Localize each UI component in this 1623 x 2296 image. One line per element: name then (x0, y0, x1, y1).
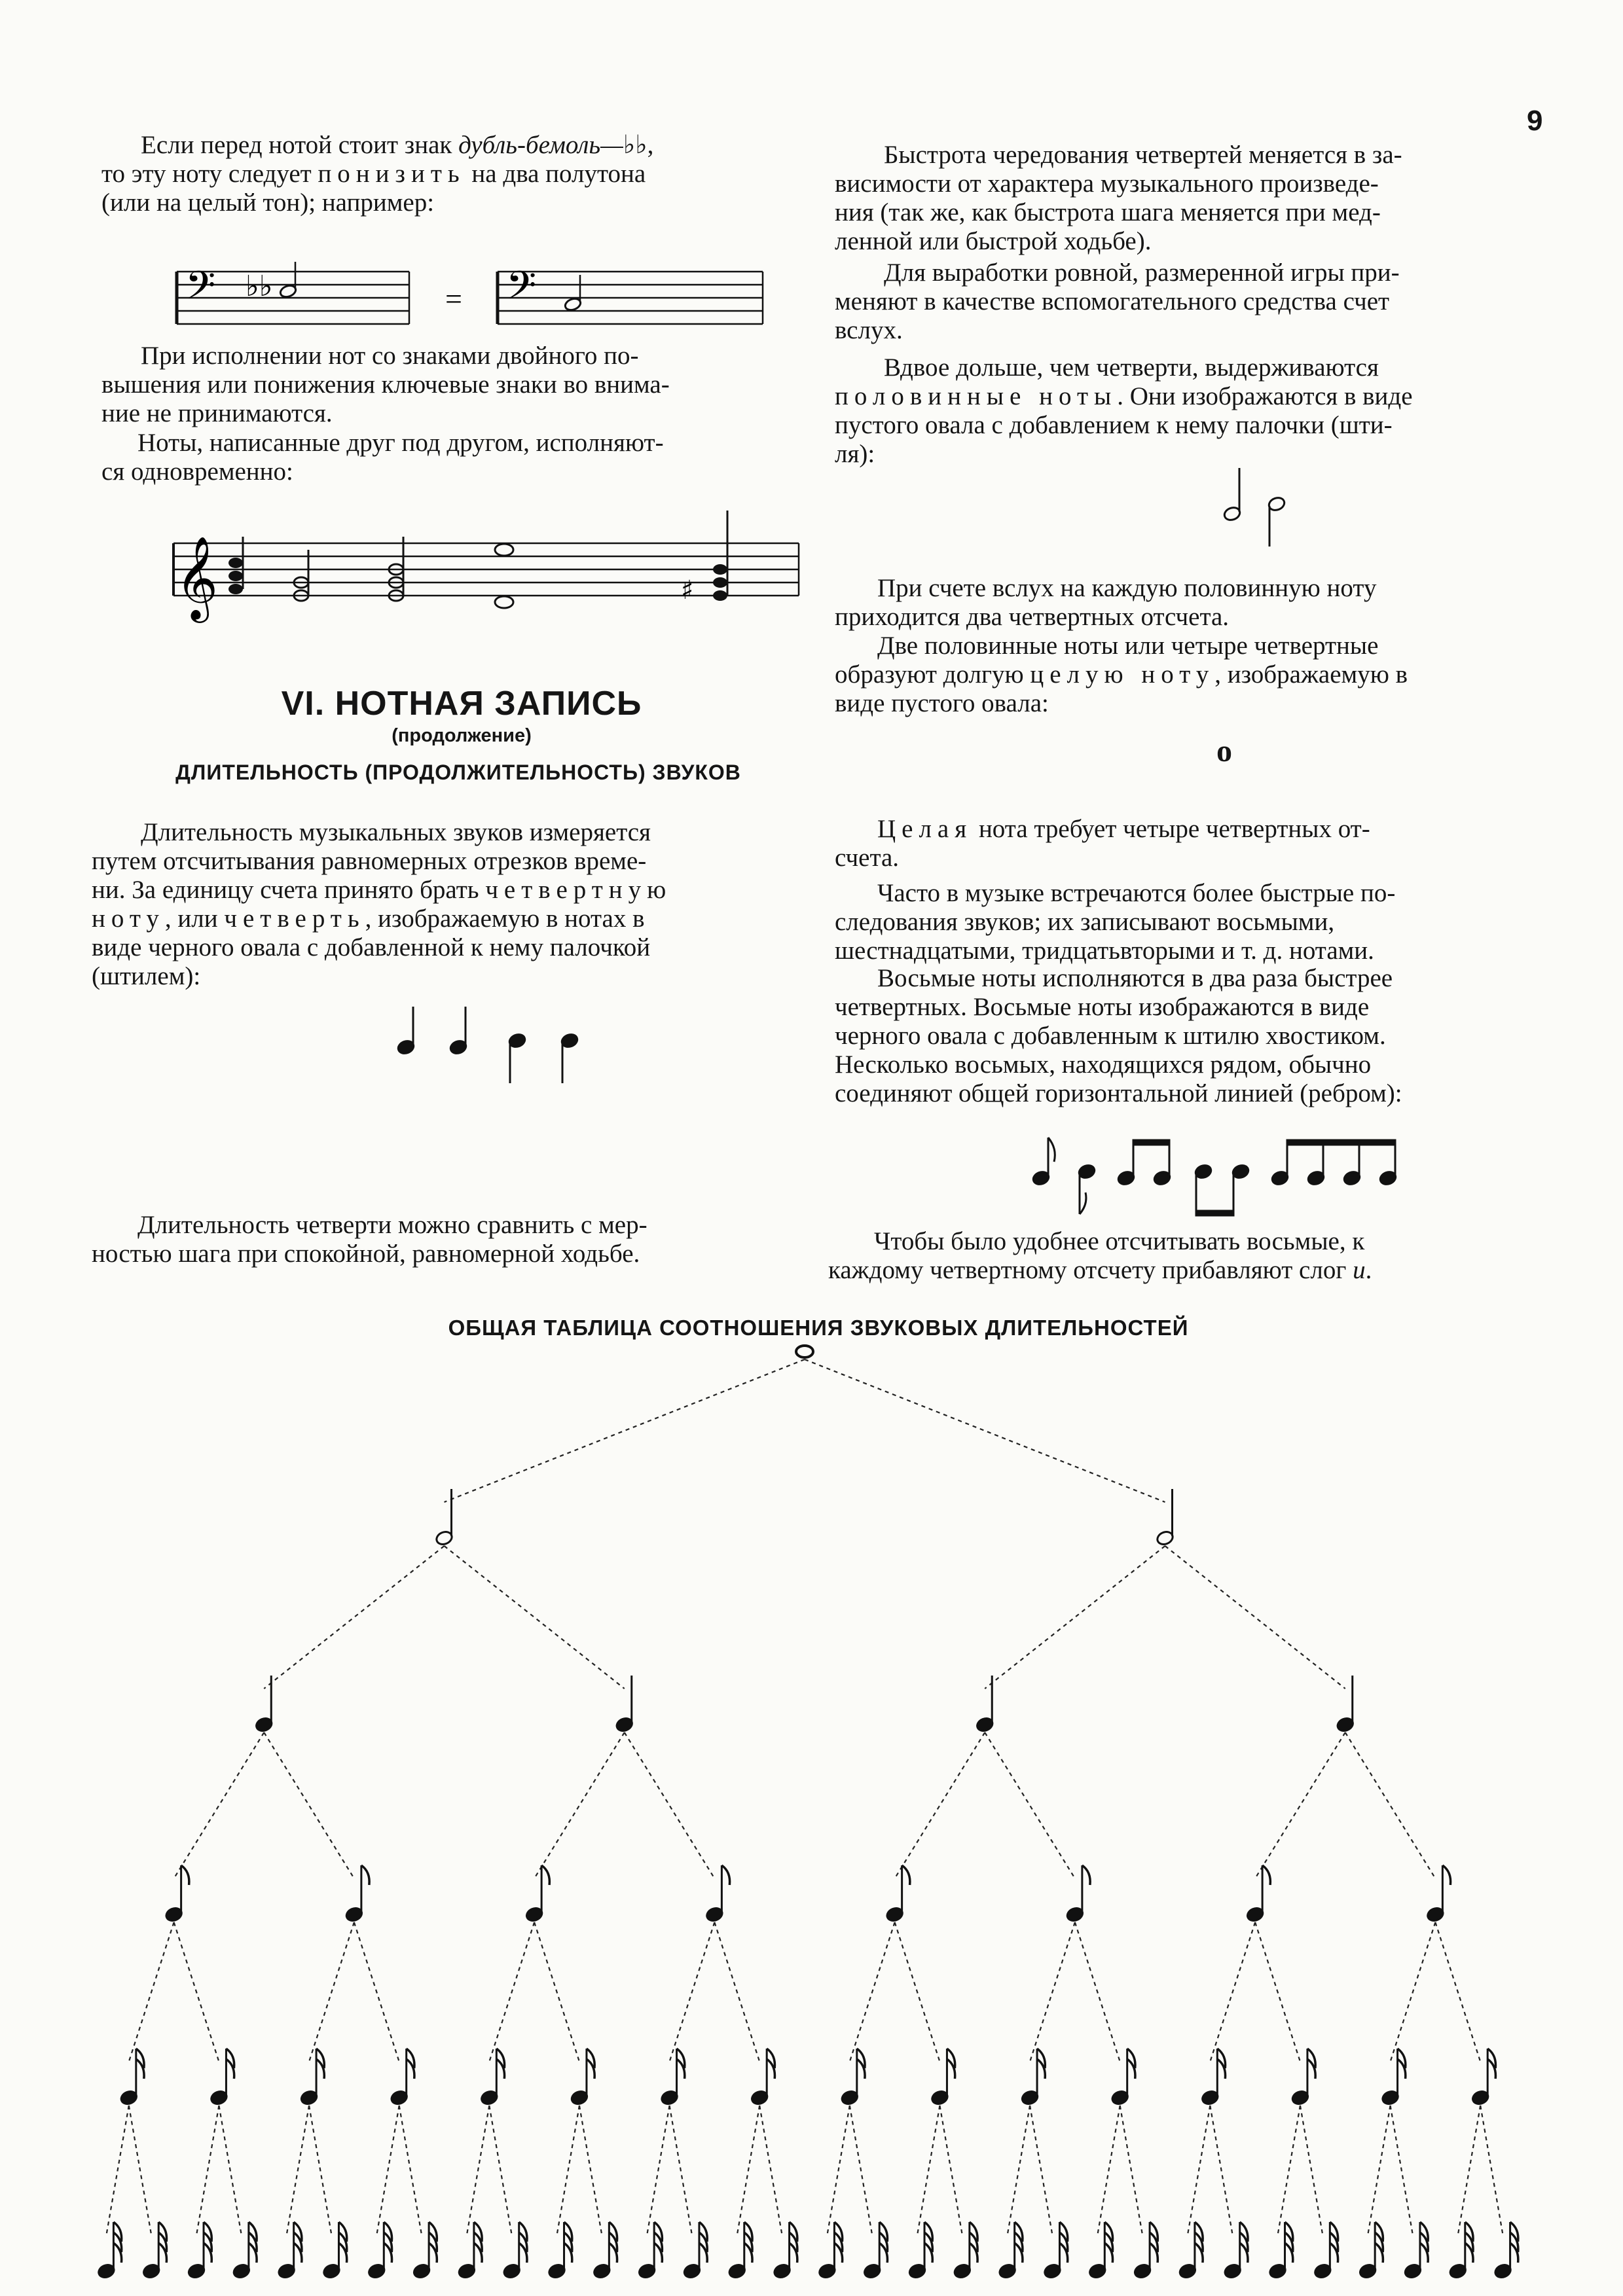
sixteenth-note-icon (570, 2049, 594, 2106)
thirty-second-note-icon (1403, 2222, 1428, 2280)
svg-text:𝄢: 𝄢 (506, 262, 537, 317)
whole-note-icon (796, 1346, 813, 1357)
tree-connector (534, 1732, 625, 1878)
right-paragraph-eighths: Восьмые ноты исполняются в два раза быстрее четвертных. Восьмые ноты изображаются в виде черного овала с добавленным к штилю хвостиком. Несколько восьмых, находящихся рядом, обычно соединяют общей горизонтальной линией (ребром): (835, 964, 1402, 1107)
thirty-second-note-icon (502, 2222, 527, 2280)
tree-connector (805, 1359, 1165, 1502)
tree-connector (917, 2106, 939, 2235)
sixteenth-note-icon (1201, 2049, 1226, 2106)
eighth-note-icon (705, 1865, 730, 1923)
thirty-second-note-icon (232, 2222, 257, 2280)
tree-connector (174, 1922, 219, 2062)
thirty-second-note-icon (682, 2222, 707, 2280)
tree-connector (376, 2106, 399, 2235)
tree-connector (1255, 1922, 1300, 2062)
tree-connector (1097, 2106, 1120, 2235)
thirty-second-note-icon (1359, 2222, 1383, 2280)
tree-connector (489, 2106, 511, 2235)
half-note-icon (1156, 1489, 1175, 1547)
tree-connector (1345, 1732, 1436, 1878)
tree-connector (895, 1922, 940, 2062)
tree-connector (1120, 2106, 1142, 2235)
left-paragraph-duration: Длительность музыкальных звуков измеряется путем отсчитывания равномерных отрезков време- ни. За единицу счета принято брать четвертную ноту, или четверть, изображаемую в нотах в виде черного овала с добавленной к нему палочкой (штилем): (92, 818, 672, 990)
sixteenth-note-icon (1471, 2049, 1496, 2106)
eighth-notes-example (1028, 1132, 1434, 1230)
tree-connector (1075, 1922, 1120, 2062)
tree-connector (467, 2106, 489, 2235)
svg-text:𝄢: 𝄢 (185, 262, 216, 317)
thirty-second-note-icon (1493, 2222, 1518, 2280)
tree-connector (1188, 2106, 1210, 2235)
tree-connector (647, 2106, 669, 2235)
sixteenth-note-icon (1110, 2049, 1135, 2106)
tree-connector (1391, 2106, 1413, 2235)
equals-sign: = (445, 282, 462, 315)
thirty-second-note-icon (863, 2222, 888, 2280)
tree-connector (264, 1732, 354, 1878)
sixteenth-note-icon (210, 2049, 234, 2106)
tree-connector (1435, 1922, 1480, 2062)
thirty-second-note-icon (97, 2222, 122, 2280)
thirty-second-note-icon (638, 2222, 663, 2280)
thirty-second-note-icon (1223, 2222, 1248, 2280)
thirty-second-note-icon (547, 2222, 572, 2280)
right-paragraph-whole-count: Целая нота требует четыре четвертных от- счета. (835, 815, 1370, 872)
thirty-second-note-icon (593, 2222, 617, 2280)
tree-connector (1300, 2106, 1322, 2235)
thirty-second-note-icon (1313, 2222, 1338, 2280)
thirty-second-note-icon (322, 2222, 347, 2280)
tree-connector (1278, 2106, 1300, 2235)
thirty-second-note-icon (1268, 2222, 1293, 2280)
tree-connector (489, 1922, 534, 2062)
thirty-second-note-icon (1448, 2222, 1473, 2280)
tree-connector (196, 2106, 219, 2235)
left-paragraph-double-flat: Если перед нотой стоит знак дубль-бемоль—♭♭, то эту ноту следует понизить на два полутона (или на целый тон); например: (101, 131, 654, 217)
tree-connector (714, 1922, 759, 2062)
thirty-second-note-icon (773, 2222, 797, 2280)
tree-connector (1480, 2106, 1503, 2235)
thirty-second-note-icon (277, 2222, 302, 2280)
thirty-second-note-icon (1043, 2222, 1068, 2280)
tree-connector (219, 2106, 241, 2235)
thirty-second-note-icon (998, 2222, 1023, 2280)
half-notes-example (1218, 465, 1296, 550)
section-subtitle: (продолжение) (392, 725, 532, 746)
tree-connector (1165, 1546, 1345, 1689)
eighth-note-icon (1065, 1865, 1090, 1923)
left-paragraph-step: Длительность четверти можно сравнить с мер- ностью шага при спокойной, равномерной ходьбе. (92, 1211, 647, 1268)
sixteenth-note-icon (840, 2049, 865, 2106)
tree-connector (557, 2106, 579, 2235)
tree-connector (850, 1922, 895, 2062)
tree-connector (445, 1359, 805, 1502)
tree-connector (827, 2106, 849, 2235)
sixteenth-note-icon (1381, 2049, 1406, 2106)
tree-connector (354, 1922, 399, 2062)
tree-connector (129, 1922, 174, 2062)
tree-connector (1255, 1732, 1345, 1878)
right-paragraph-faster: Часто в музыке встречаются более быстрые по- следования звуков; их записывают восьмыми, шестнадцатыми, тридцатьвторыми и т. д. нотами. (835, 879, 1396, 965)
half-note-icon (435, 1489, 454, 1547)
thirty-second-note-icon (1178, 2222, 1203, 2280)
duration-tree (0, 1335, 1623, 2186)
tree-connector (1210, 2106, 1232, 2235)
tree-connector (309, 2106, 331, 2235)
tree-connector (534, 1922, 579, 2062)
table-title: ОБЩАЯ ТАБЛИЦА СООТНОШЕНИЯ ЗВУКОВЫХ ДЛИТЕЛЬНОСТЕЙ (448, 1316, 1189, 1340)
sixteenth-note-icon (1021, 2049, 1046, 2106)
right-paragraph-half-notes: Вдвое дольше, чем четверти, выдерживаются половинные ноты. Они изображаются в виде пустого овала с добавлением к нему палочки (шти- ля): (835, 353, 1413, 468)
section-title: VI. НОТНАЯ ЗАПИСЬ (281, 685, 642, 723)
sixteenth-note-icon (1290, 2049, 1315, 2106)
tree-connector (287, 2106, 309, 2235)
thirty-second-note-icon (953, 2222, 977, 2280)
right-paragraph-counting: Для выработки ровной, размеренной игры при- меняют в качестве вспомогательного средства счет вслух. (835, 259, 1400, 344)
svg-text:𝄞: 𝄞 (175, 535, 219, 619)
sixteenth-note-icon (390, 2049, 414, 2106)
thirty-second-note-icon (818, 2222, 843, 2280)
tree-connector (670, 1922, 715, 2062)
tree-connector (129, 2106, 151, 2235)
double-flat-example (173, 262, 776, 334)
tree-connector (737, 2106, 759, 2235)
thirty-second-note-icon (727, 2222, 752, 2280)
subsection-title: ДЛИТЕЛЬНОСТЬ (ПРОДОЛЖИТЕЛЬНОСТЬ) ЗВУКОВ (175, 761, 741, 784)
tree-connector (579, 2106, 602, 2235)
right-paragraph-tempo: Быстрота чередования четвертей меняется в за- висимости от характера музыкального произведе- ния (так же, как быстрота шага меняется при мед- ленной или быстрой ходьбе). (835, 141, 1402, 255)
sixteenth-note-icon (930, 2049, 955, 2106)
right-paragraph-half-count: При счете вслух на каждую половинную ноту приходится два четвертных отсчета. (835, 574, 1377, 631)
tree-connector (1030, 1922, 1075, 2062)
quarter-note-icon (976, 1676, 994, 1733)
tree-connector (445, 1546, 625, 1689)
sixteenth-note-icon (750, 2049, 775, 2106)
tree-connector (1368, 2106, 1390, 2235)
thirty-second-note-icon (142, 2222, 167, 2280)
svg-text:♭♭: ♭♭ (246, 270, 273, 303)
tree-connector (670, 2106, 692, 2235)
thirty-second-note-icon (412, 2222, 437, 2280)
eighth-note-icon (344, 1865, 369, 1923)
tree-connector (939, 2106, 962, 2235)
tree-connector (985, 1732, 1075, 1878)
sixteenth-note-icon (300, 2049, 325, 2106)
eighth-note-icon (1426, 1865, 1451, 1923)
quarter-note-icon (255, 1676, 274, 1733)
page-number: 9 (1527, 105, 1543, 137)
tree-connector (309, 1922, 354, 2062)
svg-text:♯: ♯ (681, 575, 694, 605)
left-paragraph-simultaneous: Ноты, написанные друг под другом, исполняют- ся одновременно: (101, 429, 664, 486)
thirty-second-note-icon (908, 2222, 933, 2280)
tree-connector (1210, 1922, 1255, 2062)
tree-connector (1008, 2106, 1030, 2235)
tree-connector (1391, 1922, 1436, 2062)
tree-connector (399, 2106, 422, 2235)
tree-connector (625, 1732, 715, 1878)
tree-connector (106, 2106, 128, 2235)
tree-connector (264, 1546, 444, 1689)
tree-connector (850, 2106, 872, 2235)
tree-connector (759, 2106, 782, 2235)
right-paragraph-whole-note: Две половинные ноты или четыре четвертные образуют долгую целую ноту, изображаемую в виде пустого овала: (835, 632, 1408, 717)
thirty-second-note-icon (187, 2222, 212, 2280)
tree-connector (985, 1546, 1165, 1689)
sixteenth-note-icon (660, 2049, 685, 2106)
left-paragraph-accidentals: При исполнении нот со знаками двойного по- вышения или понижения ключевые знаки во внима- ние не принимаются. (101, 342, 670, 427)
thirty-second-note-icon (1088, 2222, 1113, 2280)
right-paragraph-syllable: Чтобы было удобнее отсчитывать восьмые, к каждому четвертному отсчету прибавляют слог и. (828, 1227, 1372, 1284)
tree-connector (174, 1732, 264, 1878)
thirty-second-note-icon (367, 2222, 392, 2280)
thirty-second-note-icon (457, 2222, 482, 2280)
sixteenth-note-icon (480, 2049, 505, 2106)
quarter-notes-example (386, 1001, 583, 1093)
tree-connector (1030, 2106, 1052, 2235)
chords-example (170, 511, 805, 619)
tree-connector (895, 1732, 985, 1878)
whole-note-symbol: o (1216, 734, 1232, 768)
sixteenth-note-icon (119, 2049, 144, 2106)
tree-connector (1458, 2106, 1480, 2235)
thirty-second-note-icon (1133, 2222, 1158, 2280)
